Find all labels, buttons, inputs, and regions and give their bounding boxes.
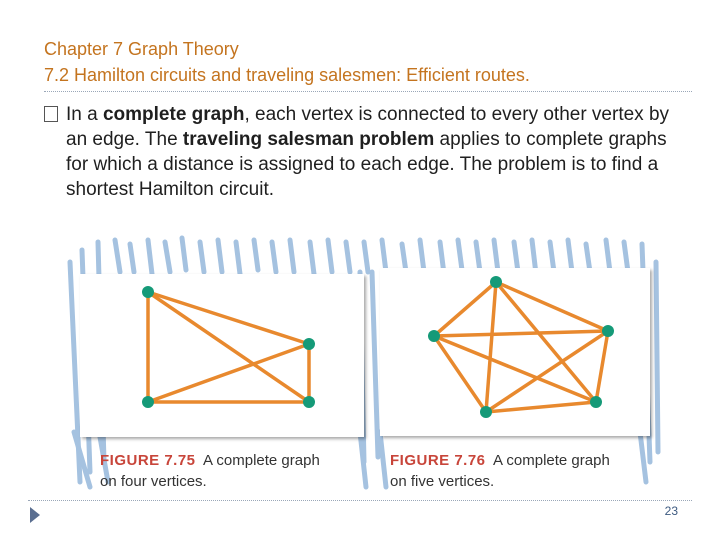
vertex bbox=[303, 396, 315, 408]
caption-text: A complete graph bbox=[203, 452, 320, 469]
figure-7-75-caption bbox=[100, 450, 320, 492]
triangle-arrow-icon bbox=[30, 507, 40, 523]
caption-text: A complete graph bbox=[493, 452, 610, 469]
edge bbox=[434, 331, 608, 336]
edge bbox=[496, 282, 608, 331]
edge bbox=[148, 344, 309, 402]
caption-text: on four vertices. bbox=[100, 473, 207, 490]
title-line-2: 7.2 Hamilton circuits and traveling salesmen: Efficient routes. bbox=[44, 65, 530, 85]
text-run: In a bbox=[66, 104, 103, 125]
vertex bbox=[590, 396, 602, 408]
square-bullet-icon bbox=[44, 106, 58, 122]
edge bbox=[496, 282, 596, 402]
figure-7-76-caption bbox=[390, 450, 610, 492]
edge bbox=[486, 402, 596, 412]
text-run: applies to complete graphs for which a distance is assigned to each edge. The problem is to find a shortest Hamilton circuit. bbox=[66, 129, 667, 200]
body-paragraph bbox=[66, 102, 686, 202]
figure-7-75-panel bbox=[80, 274, 364, 437]
edge bbox=[434, 282, 496, 336]
text-run: , each vertex is connected to every other vertex by an edge. The bbox=[66, 104, 670, 150]
page-number: 23 bbox=[664, 504, 678, 518]
vertex bbox=[428, 330, 440, 342]
figure-area bbox=[60, 232, 665, 494]
term-complete-graph: complete graph bbox=[102, 104, 245, 125]
edge bbox=[148, 292, 309, 402]
vertex bbox=[480, 406, 492, 418]
figure-label: FIGURE 7.75 bbox=[100, 452, 196, 469]
footer-divider bbox=[28, 500, 692, 501]
vertex bbox=[142, 286, 154, 298]
vertex bbox=[303, 338, 315, 350]
slide-title bbox=[44, 36, 530, 88]
figure-7-76-panel bbox=[380, 268, 650, 436]
edge bbox=[148, 292, 309, 344]
vertex bbox=[142, 396, 154, 408]
title-divider bbox=[44, 91, 692, 92]
edge bbox=[486, 282, 496, 412]
figure-label: FIGURE 7.76 bbox=[390, 452, 486, 469]
complete-graph-k4 bbox=[80, 274, 364, 437]
caption-text: on five vertices. bbox=[390, 473, 495, 490]
vertex bbox=[602, 325, 614, 337]
complete-graph-k5 bbox=[380, 268, 650, 436]
term-traveling-salesman: traveling salesman problem bbox=[182, 129, 435, 150]
edge bbox=[596, 331, 608, 402]
vertex bbox=[490, 276, 502, 288]
title-line-1: Chapter 7 Graph Theory bbox=[44, 39, 239, 59]
